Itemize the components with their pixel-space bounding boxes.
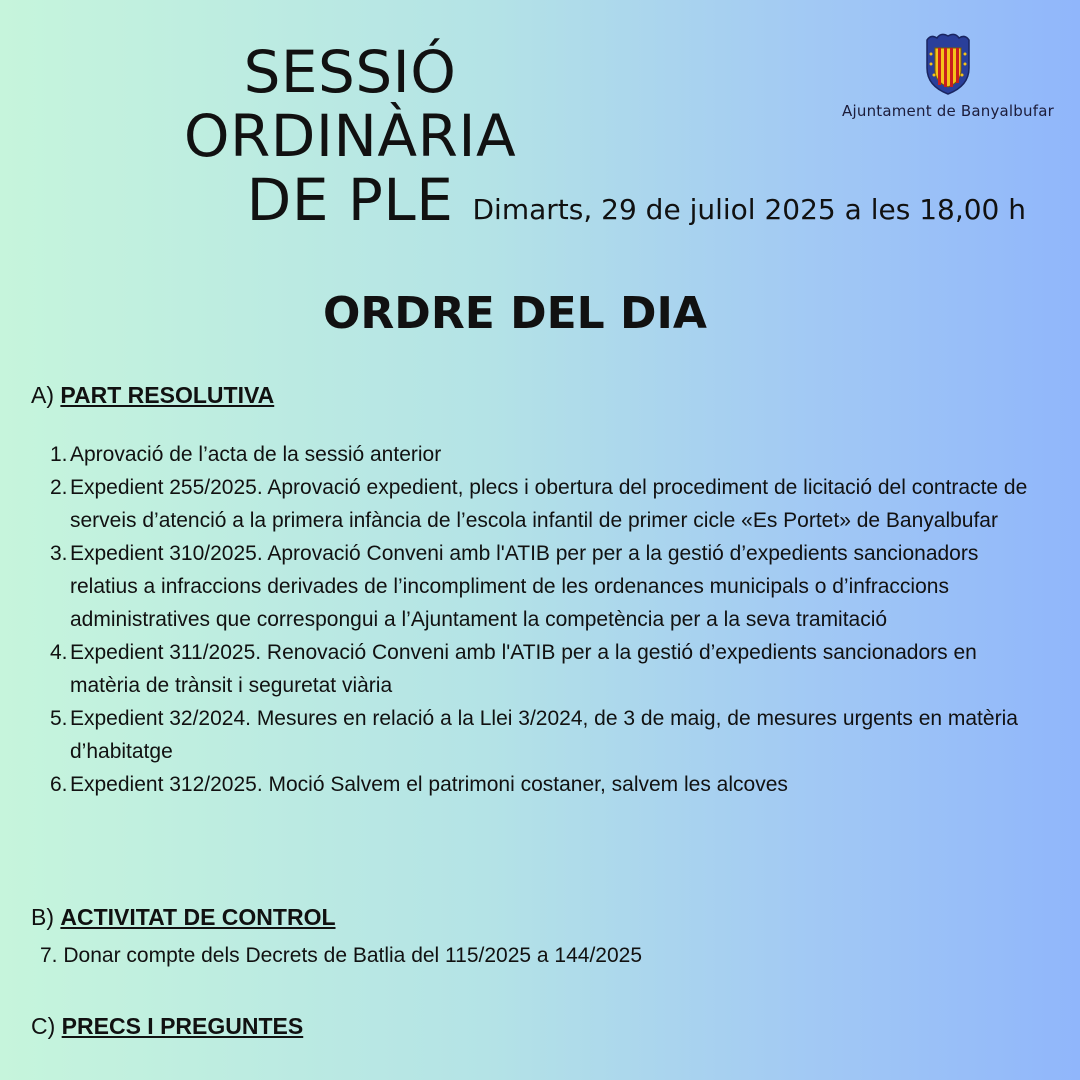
item-number: 1. [50, 443, 68, 466]
list-item [50, 537, 1040, 636]
section-c-prefix: C) [31, 1013, 56, 1039]
item-number: 3. [50, 542, 68, 565]
item-text: Expedient 311/2025. Renovació Conveni amb l'ATIB per a la gestió d’expedients sancionadors en matèria de trànsit i seguretat viària [70, 641, 977, 697]
item-number: 7. [40, 944, 58, 967]
item-text: Aprovació de l’acta de la sessió anterior [70, 443, 442, 466]
item-number: 6. [50, 773, 68, 796]
list-item [50, 636, 1040, 702]
item-number: 5. [50, 707, 68, 730]
section-a-heading [31, 382, 274, 409]
list-item [50, 471, 1040, 537]
list-item [40, 939, 642, 972]
section-b-heading [31, 904, 336, 931]
section-c-label: PRECS I PREGUNTES [61, 1013, 304, 1039]
list-item [50, 768, 1040, 801]
session-date: Dimarts, 29 de juliol 2025 a les 18,00 h [472, 193, 1026, 226]
item-text: Donar compte dels Decrets de Batlia del 115/2025 a 144/2025 [63, 944, 643, 967]
coat-of-arms-icon [921, 30, 975, 96]
title-line-2: DE PLE [246, 166, 454, 234]
section-a-prefix: A) [31, 382, 54, 408]
agenda-heading: ORDRE DEL DIA [323, 288, 707, 339]
item-text: Expedient 310/2025. Aprovació Conveni amb l'ATIB per per a la gestió d’expedients sancionadors relatius a infraccions derivades de l’incompliment de les ordenances municipals o d’infraccions administratives que correspongui a l’Ajuntament la competència per a la seva tramitació [70, 542, 979, 631]
section-a-items [50, 438, 1040, 801]
section-a-label: PART RESOLUTIVA [60, 382, 275, 408]
municipality-logo [838, 30, 1058, 120]
section-b-label: ACTIVITAT DE CONTROL [60, 904, 336, 930]
item-text: Expedient 312/2025. Moció Salvem el patrimoni costaner, salvem les alcoves [70, 773, 788, 796]
item-text: Expedient 255/2025. Aprovació expedient, plecs i obertura del procediment de licitació del contracte de serveis d’atenció a la primera infància de l’escola infantil de primer cicle «Es Portet» de Banyalbufar [70, 476, 1028, 532]
item-number: 4. [50, 641, 68, 664]
title-line-1: SESSIÓ ORDINÀRIA [183, 38, 517, 170]
logo-caption: Ajuntament de Banyalbufar [842, 102, 1054, 120]
item-text: Expedient 32/2024. Mesures en relació a la Llei 3/2024, de 3 de maig, de mesures urgents en matèria d’habitatge [70, 707, 1018, 763]
section-b-prefix: B) [31, 904, 54, 930]
list-item [50, 702, 1040, 768]
item-number: 2. [50, 476, 68, 499]
list-item [50, 438, 1040, 471]
section-c-heading [31, 1013, 303, 1040]
